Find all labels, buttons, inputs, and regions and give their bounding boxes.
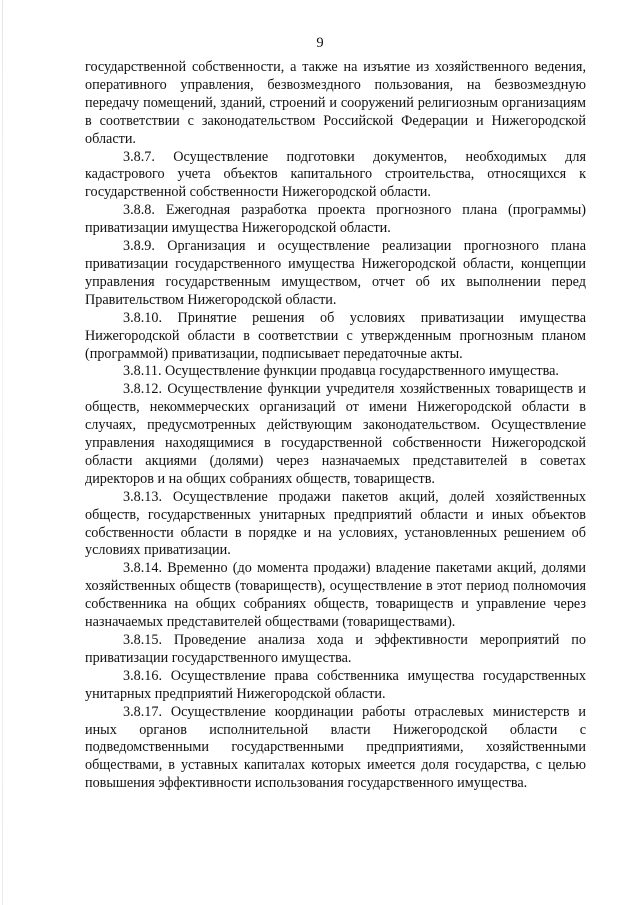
document-body <box>85 59 586 793</box>
paragraph-3-8-7: 3.8.7. Осуществление подготовки документов, необходимых для кадастрового учета объектов капитального строительства, относящихся к государственной собственности Нижегородской области. <box>85 148 586 201</box>
paragraph-3-8-9: 3.8.9. Организация и осуществление реализации прогнозного плана приватизации государственного имущества Нижегородской области, концепции управления государственным имуществом, отчет об их выполнении перед Правительством Нижегородской области. <box>85 238 586 308</box>
paragraph-3-8-13: 3.8.13. Осуществление продажи пакетов акций, долей хозяйственных обществ, государственных унитарных предприятий области и иных объектов собственности области в порядке и на условиях, установленных решением об условиях приватизации. <box>85 488 586 559</box>
paragraph-3-8-17: 3.8.17. Осуществление координации работы отраслевых министерств и иных органов исполнительной власти Нижегородской области с подведомственными государственными предприятиями, хозяйственными обществами, в уставных капиталах которых имеется доля государства, с целью повышения эффективности использования государственного имущества. <box>85 703 586 792</box>
paragraph-3-8-8: 3.8.8. Ежегодная разработка проекта прогнозного плана (программы) приватизации имущества Нижегородской области. <box>85 202 586 237</box>
paragraph-3-8-11: 3.8.11. Осуществление функции продавца государственного имущества. <box>123 363 559 380</box>
paragraph-continuation: государственной собственности, а также на изъятие из хозяйственного ведения, оперативного управления, безвозмездного пользования, на безвозмездную передачу помещений, зданий, строений и сооружений религиозным организациям в соответствии с законодательством Российской Федерации и Нижегородской области. <box>85 59 586 147</box>
scan-edge <box>2 0 3 905</box>
page-number: 9 <box>316 35 324 51</box>
paragraph-3-8-12: 3.8.12. Осуществление функции учредителя хозяйственных товариществ и обществ, некоммерческих организаций от имени Нижегородской области в случаях, предусмотренных действующим законодательством. Осуществление управления находящимися в государственной собственности Нижегородской области акциями (долями) через назначаемых представителей в советах директоров и на общих собраниях обществ, товариществ. <box>85 381 586 487</box>
paragraph-3-8-16: 3.8.16. Осуществление права собственника имущества государственных унитарных предприятий Нижегородской области. <box>85 667 586 702</box>
paragraph-3-8-15: 3.8.15. Проведение анализа хода и эффективности мероприятий по приватизации государственного имущества. <box>85 632 586 666</box>
paragraph-3-8-14: 3.8.14. Временно (до момента продажи) владение пакетами акций, долями хозяйственных обществ (товариществ), осуществление в этот период полномочия собственника на общих собраниях обществ, товариществ и управление через назначаемых представителей обществами (товариществами). <box>85 560 586 631</box>
paragraph-3-8-10: 3.8.10. Принятие решения об условиях приватизации имущества Нижегородской области в соответствии с утвержденным прогнозным планом (программой) приватизации, подписывает передаточные акты. <box>85 309 586 362</box>
